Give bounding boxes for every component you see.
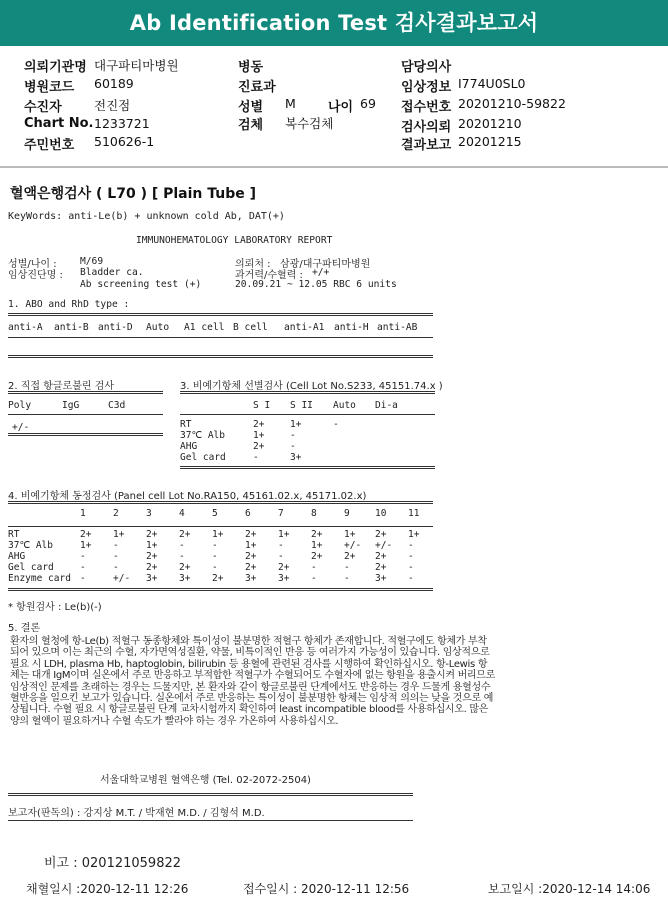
panel-cell: - — [311, 562, 317, 573]
collection-time: 채혈일시 :2020-12-11 12:26 — [26, 882, 189, 896]
screen-cell — [375, 452, 415, 463]
panel-cell: - — [408, 562, 414, 573]
screen-spacer-row — [180, 411, 415, 419]
panel-cell: 2+ — [245, 529, 257, 540]
panel-cell: - — [179, 551, 185, 562]
panel-cell: 2+ — [375, 529, 387, 540]
screen-cell: 1+ — [290, 419, 302, 430]
panel-col-header: 6 — [245, 508, 251, 519]
screen-cell — [333, 441, 375, 452]
signature-bottom-rule — [8, 820, 413, 821]
screen-mid-rule — [180, 414, 435, 415]
abo-header: anti-AB — [377, 322, 418, 333]
sexage-label: 성별/나이 : — [8, 259, 57, 270]
screen-cell: 2+ — [253, 441, 265, 452]
panel-col-header: 4 — [179, 508, 185, 519]
clinical-label: 임상정보 — [401, 80, 452, 95]
panel-cell: - — [80, 573, 86, 584]
panel-cell: 2+ — [311, 529, 323, 540]
panel-col-header: 11 — [408, 508, 420, 519]
dat-header-poly: Poly — [8, 400, 32, 411]
panel-cell: 2+ — [179, 562, 191, 573]
dat-value-poly: +/- — [12, 422, 30, 433]
screen-row — [180, 419, 415, 430]
panel-cell: +/- — [113, 573, 131, 584]
panel-grid — [8, 508, 428, 584]
receipt-time: 접수일시 : 2020-12-11 12:56 — [243, 882, 410, 896]
screen-table — [180, 400, 435, 463]
code-value: 60189 — [94, 76, 134, 91]
panel-cell: +/- — [375, 540, 393, 551]
transfusion-value: 20.09.21 ~ 12.05 RBC 6 units — [235, 279, 397, 290]
dat-header-c3d: C3d — [108, 400, 126, 411]
panel-phase: 37℃ Alb — [8, 540, 53, 551]
hist-label: 과거력/수혈력 : — [235, 270, 303, 281]
dat-title: 2. 직접 항글로불린 검사 — [8, 381, 115, 392]
abo-top-rule — [8, 313, 433, 316]
panel-cell: 1+ — [278, 529, 290, 540]
hist-value: +/+ — [312, 267, 330, 278]
abo-header: B cell — [233, 322, 268, 333]
hospital-value: 대구파티마병원 — [94, 58, 179, 73]
section-title: 혈액은행검사 ( L70 ) [ Plain Tube ] — [10, 186, 257, 202]
conclusion-title: 5. 결론 — [8, 623, 41, 634]
screen-row — [180, 452, 415, 463]
examinee-label: 수진자 — [24, 100, 62, 115]
abo-header: anti-B — [54, 322, 89, 333]
panel-cell: 2+ — [80, 529, 92, 540]
dat-bottom-rule — [8, 433, 163, 436]
request-value: 20201210 — [458, 116, 522, 131]
dat-header-igg: IgG — [62, 400, 80, 411]
panel-row — [8, 529, 428, 540]
panel-cell: - — [278, 540, 284, 551]
conclusion-text: 환자의 혈청에 항-Le(b) 적혈구 동종항체와 특이성이 불분명한 적혈구 항체가 존재합니다. 적혈구에도 항체가 부착되어 있으며 이는 최근의 수혈, 자가면역성질환, 약물, 비특이적인 반응 등 여러가지 가능성이 있습니다. 임상적으로 필요 시 LDH, plasma Hb, haptoglobin, bilirubin 등 용혈에 관련된 검사를 시행하여 확인하십시오. 항-Lewis 항체는 대개 IgM이며 실온에서 주로 반응하고 부적합한 적혈구가 수혈되어도 수혈자에 없는 항원을 용출시켜 버리므로 임상적인 문제를 초래하는 경우는 드물지만, 본 환자와 같이 항글로불린 단계에서도 반응하는 경우 드물게 용혈성수혈반응을 일으킨 보고가 있습니다. 실온에서 주로 반응하는 특이성이 불분명한 항체는 임상적 의의는 낮을 것으로 예상됩니다. 수혈 필요 시 항글로불린 단계 교차시험까지 확인하여 least incompatible blood를 사용하십시오. 많은 양의 혈액이 필요하거나 수혈 속도가 빨라야 하는 경우 가온하여 사용하십시오. — [10, 636, 496, 727]
panel-cell: 1+ — [311, 540, 323, 551]
panel-cell: - — [113, 540, 119, 551]
panel-cell: 3+ — [375, 573, 387, 584]
receipt-label: 접수번호 — [401, 100, 452, 115]
panel-cell: - — [113, 551, 119, 562]
panel-row — [8, 573, 428, 584]
screen-cell — [375, 419, 415, 430]
abo-header: anti-D — [98, 322, 133, 333]
doctor-label: 담당의사 — [401, 60, 452, 75]
panel-cell: +/- — [344, 540, 362, 551]
screen-cell: 2+ — [253, 419, 265, 430]
lab-contact: 서울대학교병원 혈액은행 (Tel. 02-2072-2504) — [100, 775, 311, 786]
screen-cell: - — [333, 419, 339, 430]
panel-table — [8, 508, 438, 584]
ward-label: 병동 — [238, 60, 264, 75]
dat-top-rule — [8, 391, 163, 394]
abo-header: A1 cell — [184, 322, 225, 333]
panel-cell: - — [408, 540, 414, 551]
panel-cell: - — [212, 540, 218, 551]
panel-phase-header — [8, 508, 80, 519]
panel-cell: 2+ — [245, 562, 257, 573]
abo-header: anti-A — [8, 322, 43, 333]
age-label: 나이 — [328, 100, 354, 115]
report-date-value: 20201215 — [458, 134, 522, 149]
panel-cell: 2+ — [179, 529, 191, 540]
code-label: 병원코드 — [24, 80, 75, 95]
screen-cell — [333, 452, 375, 463]
panel-col-header: 9 — [344, 508, 350, 519]
panel-cell: 3+ — [278, 573, 290, 584]
panel-cell: 1+ — [212, 529, 224, 540]
screen-col-header: S I — [253, 400, 271, 411]
panel-top-rule — [8, 501, 433, 504]
screen-cell: - — [253, 452, 259, 463]
panel-col-header: 8 — [311, 508, 317, 519]
panel-cell: - — [212, 562, 218, 573]
panel-cell: 2+ — [146, 551, 158, 562]
screen-phase: 37℃ Alb — [180, 430, 225, 441]
panel-cell: 1+ — [80, 540, 92, 551]
screen-cell: - — [290, 441, 296, 452]
specimen-value: 복수검체 — [285, 116, 334, 131]
panel-row — [8, 562, 428, 573]
panel-cell: - — [311, 573, 317, 584]
screen-row — [180, 430, 415, 441]
panel-header-row — [8, 508, 428, 519]
panel-cell: - — [80, 562, 86, 573]
screen-row — [180, 441, 415, 452]
sexage-value: M/69 — [80, 256, 104, 267]
screen-phase: Gel card — [180, 452, 226, 463]
diag-value-1: Bladder ca. — [80, 267, 144, 278]
panel-cell: 2+ — [212, 573, 224, 584]
age-value: 69 — [360, 96, 376, 111]
screen-phase-header — [180, 400, 253, 411]
report-time: 보고일시 :2020-12-14 14:06 — [488, 882, 651, 896]
panel-cell: 2+ — [375, 562, 387, 573]
chart-value: 1233721 — [94, 116, 150, 131]
panel-cell: 1+ — [344, 529, 356, 540]
panel-cell: 1+ — [245, 540, 257, 551]
signature-top-rule — [8, 793, 413, 796]
diag-label: 임상진단명 : — [8, 270, 63, 281]
screen-title: 3. 비예기항체 선별검사 (Cell Lot No.S233, 45151.74.x ) — [180, 381, 443, 392]
panel-title: 4. 비예기항체 동정검사 (Panel cell Lot No.RA150, 45161.02.x, 45171.02.x) — [8, 491, 367, 502]
dept-label: 진료과 — [238, 80, 276, 95]
diag-value-2: Ab screening test (+) — [80, 279, 202, 290]
chart-label: Chart No. — [24, 116, 94, 131]
panel-row — [8, 540, 428, 551]
panel-bottom-rule — [8, 588, 433, 591]
panel-phase: Enzyme card — [8, 573, 71, 584]
panel-phase: Gel card — [8, 562, 54, 573]
panel-cell: 2+ — [375, 551, 387, 562]
panel-cell: - — [278, 551, 284, 562]
panel-cell: - — [344, 562, 350, 573]
screen-grid — [180, 400, 415, 463]
receipt-value: 20201210-59822 — [458, 96, 566, 111]
screen-header-row — [180, 400, 415, 411]
abo-header: Auto — [146, 322, 170, 333]
panel-cell: - — [113, 562, 119, 573]
panel-cell: - — [212, 551, 218, 562]
abo-mid-rule — [8, 337, 433, 338]
screen-phase: AHG — [180, 441, 198, 452]
panel-cell: 2+ — [146, 529, 158, 540]
panel-mid-rule — [8, 526, 433, 527]
lab-report-title: IMMUNOHEMATOLOGY LABORATORY REPORT — [136, 235, 333, 246]
panel-col-header: 5 — [212, 508, 218, 519]
panel-cell: 2+ — [245, 551, 257, 562]
reporters: 보고자(판독의) : 강지상 M.T. / 박재현 M.D. / 김형석 M.D. — [8, 808, 265, 819]
panel-row — [8, 551, 428, 562]
panel-col-header: 3 — [146, 508, 152, 519]
id-value: 510626-1 — [94, 134, 155, 149]
report-date-label: 결과보고 — [401, 138, 452, 153]
screen-col-header: S II — [290, 400, 313, 411]
panel-cell: 1+ — [113, 529, 125, 540]
antigen-note: * 항원검사 : Le(b)(-) — [8, 602, 102, 613]
hospital-label: 의뢰기관명 — [24, 60, 87, 75]
remark: 비고 : 020121059822 — [44, 856, 182, 871]
panel-cell: 2+ — [278, 562, 290, 573]
panel-cell: 1+ — [408, 529, 420, 540]
screen-col-header: Di-a — [375, 400, 398, 411]
panel-col-header: 1 — [80, 508, 86, 519]
dat-mid-rule — [8, 414, 163, 415]
panel-cell: - — [80, 551, 86, 562]
sex-label: 성별 — [238, 100, 264, 115]
report-title: Ab Identification Test 검사결과보고서 — [0, 0, 668, 46]
keywords: KeyWords: anti-Le(b) + unknown cold Ab, DAT(+) — [8, 211, 285, 222]
screen-cell: 1+ — [253, 430, 265, 441]
panel-spacer-row — [8, 519, 428, 529]
panel-phase: AHG — [8, 551, 26, 562]
request-label: 검사의뢰 — [401, 120, 452, 135]
specimen-label: 검체 — [238, 118, 264, 133]
panel-col-header: 7 — [278, 508, 284, 519]
sex-value: M — [285, 96, 296, 111]
panel-col-header: 10 — [375, 508, 387, 519]
panel-cell: 1+ — [146, 540, 158, 551]
screen-bottom-rule — [180, 466, 435, 469]
examinee-value: 전진점 — [94, 98, 131, 113]
panel-spacer — [8, 519, 428, 529]
screen-phase: RT — [180, 419, 192, 430]
panel-cell: 2+ — [146, 562, 158, 573]
req-value: 삼광/대구파티마병원 — [280, 259, 371, 270]
panel-cell: - — [179, 540, 185, 551]
panel-cell: 2+ — [311, 551, 323, 562]
panel-cell: 3+ — [179, 573, 191, 584]
screen-cell: 3+ — [290, 452, 302, 463]
panel-col-header: 2 — [113, 508, 119, 519]
panel-cell: - — [408, 551, 414, 562]
patient-info-panel — [0, 50, 668, 168]
req-label: 의뢰처 : — [235, 259, 271, 270]
panel-cell: - — [408, 573, 414, 584]
screen-spacer — [180, 411, 415, 419]
id-label: 주민번호 — [24, 138, 75, 153]
panel-phase: RT — [8, 529, 20, 540]
screen-cell — [375, 441, 415, 452]
abo-header: anti-A1 — [284, 322, 325, 333]
screen-cell — [375, 430, 415, 441]
abo-title: 1. ABO and RhD type : — [8, 299, 130, 310]
abo-header: anti-H — [334, 322, 369, 333]
panel-cell: - — [344, 573, 350, 584]
screen-col-header: Auto — [333, 400, 356, 411]
panel-cell: 3+ — [245, 573, 257, 584]
abo-bottom-rule — [8, 355, 433, 358]
panel-cell: 2+ — [344, 551, 356, 562]
screen-cell — [333, 430, 375, 441]
screen-cell: - — [290, 430, 296, 441]
panel-cell: 3+ — [146, 573, 158, 584]
screen-top-rule — [180, 391, 435, 394]
clinical-value: I774U0SL0 — [458, 76, 526, 91]
